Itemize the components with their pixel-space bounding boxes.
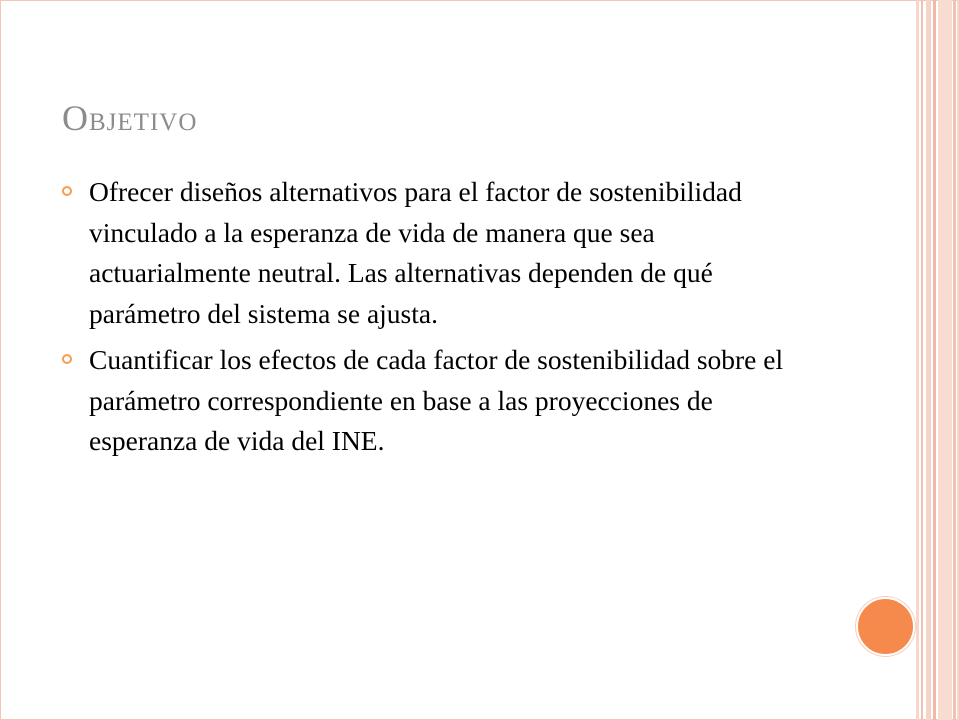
decorative-stripe bbox=[921, 0, 923, 720]
bullet-text: Ofrecer diseños alternativos para el factor de sostenibilidad vinculado a la esperanza de vida de manera que sea actuarialmente neutral. Las alternativas dependen de qué parámetro del sistema se ajusta. bbox=[89, 176, 742, 329]
decorative-stripe bbox=[938, 0, 952, 720]
slide-title: Objetivo bbox=[62, 98, 198, 138]
decorative-stripe bbox=[953, 0, 956, 720]
bullet-item bbox=[62, 340, 802, 462]
decorative-stripe bbox=[926, 0, 931, 720]
decorative-stripe bbox=[933, 0, 936, 720]
bullet-item bbox=[62, 172, 802, 334]
orange-circle-icon bbox=[856, 597, 915, 656]
decorative-stripe bbox=[957, 0, 959, 720]
bullet-list bbox=[62, 172, 802, 468]
hollow-circle-bullet-icon bbox=[62, 354, 72, 364]
bullet-text: Cuantificar los efectos de cada factor de sostenibilidad sobre el parámetro correspondiente en base a las proyecciones de esperanza de vida del INE. bbox=[89, 344, 784, 456]
hollow-circle-bullet-icon bbox=[62, 186, 72, 196]
decorative-stripe bbox=[916, 0, 919, 720]
